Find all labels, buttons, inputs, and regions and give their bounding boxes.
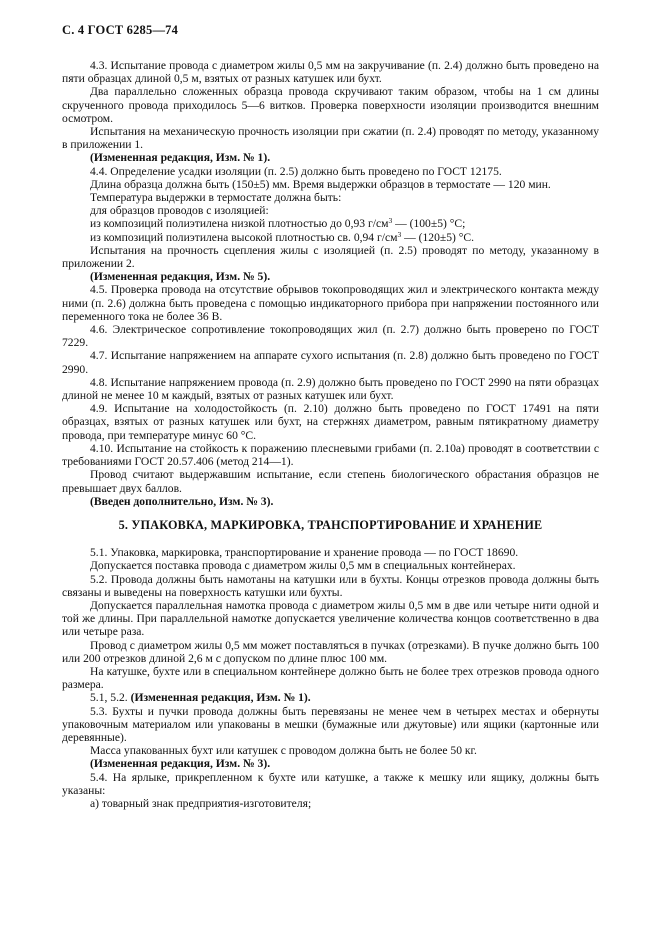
paragraph: 5.1. Упаковка, маркировка, транспортирование и хранение провода — по ГОСТ 18690. <box>90 546 519 560</box>
paragraph: Допускается параллельная намотка провода с диаметром жилы 0,5 мм в две или четыре нити одной и той же длины. При параллельной намотке допускается увеличение количества концов соответственно в два или четыре раза. <box>62 598 599 639</box>
paragraph: Провод с диаметром жилы 0,5 мм может поставляться в пучках (отрезками). В пучке должно быть 100 или 200 отрезков длиной 2,6 м с допуском по длине плюс 100 мм. <box>62 638 599 665</box>
paragraph: Провод считают выдержавшим испытание, если степень биологического обрастания образцов не превышает двух баллов. <box>62 468 599 495</box>
document-body <box>62 59 599 810</box>
paragraph: 4.8. Испытание напряжением провода (п. 2.9) должно быть проведено по ГОСТ 2990 на пяти образцах длиной не менее 10 м каждый, взятых от разных катушек или бухт. <box>62 375 599 403</box>
paragraph: Два параллельно сложенных образца провода скручивают таким образом, чтобы на 1 см длины скрученного провода приходилось 5—6 витков. Проверка поверхности изоляции производится внешним осмотром. <box>62 85 599 125</box>
amendment-note: (Введен дополнительно, Изм. № 3). <box>90 494 274 508</box>
paragraph-51-52: 5.1, 5.2. (Измененная редакция, Изм. № 1). <box>90 691 311 705</box>
paragraph: 5.2. Провода должны быть намотаны на катушки или в бухты. Концы отрезков провода должны быть связаны и выведены на поверхность катушки или бухты. <box>62 572 599 599</box>
paragraph: Испытания на прочность сцепления жилы с изоляцией (п. 2.5) проводят по методу, указанному в приложении 2. <box>62 243 599 271</box>
paragraph: 4.10. Испытание на стойкость к поражению плесневыми грибами (п. 2.10а) проводят в соответствии с требованиями ГОСТ 20.57.406 (метод 214—1). <box>62 441 599 469</box>
paragraph: 4.6. Электрическое сопротивление токопроводящих жил (п. 2.7) должно быть проверено по ГОСТ 7229. <box>62 323 599 350</box>
tests-block-2 <box>62 244 599 508</box>
paragraph: Испытания на механическую прочность изоляции при сжатии (п. 2.4) проводят по методу, указанному в приложении 1. <box>62 125 599 152</box>
paragraph: для образцов проводов с изоляцией: <box>90 204 269 218</box>
paragraph: Длина образца должна быть (150±5) мм. Время выдержки образцов в термостате — 120 мин. <box>90 177 551 191</box>
packing-block-2 <box>62 705 599 811</box>
amendment-note: (Измененная редакция, Изм. № 5). <box>90 270 271 284</box>
section-title: 5. УПАКОВКА, МАРКИРОВКА, ТРАНСПОРТИРОВАНИЕ И ХРАНЕНИЕ <box>118 517 543 532</box>
paragraph: 4.4. Определение усадки изоляции (п. 2.5) должно быть проведено по ГОСТ 12175. <box>90 164 502 178</box>
paragraph: 4.9. Испытание на холодостойкость (п. 2.10) должно быть проведено по ГОСТ 17491 на пяти образцах, взятых от разных катушек или бухт, на стержнях диаметром, равным пятикратному диаметру провода, при температуре минус 60 °С. <box>62 402 599 442</box>
page-header: С. 4 ГОСТ 6285—74 <box>62 23 179 37</box>
paragraph: а) товарный знак предприятия-изготовителя; <box>90 796 312 810</box>
packing-block-1 <box>62 546 599 691</box>
tests-block-1 <box>62 59 599 217</box>
paragraph-high-density: из композиций полиэтилена высокой плотностью св. 0,94 $г/см^3$ — (120±5) °С. <box>90 229 475 244</box>
paragraph: 5.3. Бухты и пучки провода должны быть перевязаны не менее чем в четырех местах и обернуты упаковочным материалом или упакованы в мешки (бумажные или джутовые) или ящики (картонные или деревянные). <box>62 704 599 744</box>
paragraph: Температура выдержки в термостате должна быть: <box>90 191 342 205</box>
paragraph: Масса упакованных бухт или катушек с проводом должна быть не более 50 кг. <box>90 744 477 758</box>
paragraph: Допускается поставка провода с диаметром жилы 0,5 мм в специальных контейнерах. <box>90 559 516 573</box>
paragraph-low-density: из композиций полиэтилена низкой плотностью до 0,93 $г/см^3$ — (100±5) °С; <box>90 216 466 231</box>
paragraph: На катушке, бухте или в специальном контейнере должно быть не более трех отрезков провода одного размера. <box>62 664 599 692</box>
paragraph: 4.7. Испытание напряжением на аппарате сухого испытания (п. 2.8) должно быть проведено по ГОСТ 2990. <box>62 349 599 376</box>
paragraph: 4.3. Испытание провода с диаметром жилы 0,5 мм на закручивание (п. 2.4) должно быть проведено на пяти образцах длиной 0,5 м, взятых от разных катушек или бухт. <box>62 59 599 86</box>
paragraph: 5.4. На ярлыке, прикрепленном к бухте или катушке, а также к мешку или ящику, должны быть указаны: <box>62 770 599 797</box>
amendment-note: (Измененная редакция, Изм. № 3). <box>90 757 271 771</box>
amendment-note: (Измененная редакция, Изм. № 1). <box>90 151 271 165</box>
paragraph: 4.5. Проверка провода на отсутствие обрывов токопроводящих жил и электрического контакта между ними (п. 2.6) должна быть проведена с помощью индикаторного прибора при напряжении постоянного или переменного тока не более 36 В. <box>62 283 599 323</box>
